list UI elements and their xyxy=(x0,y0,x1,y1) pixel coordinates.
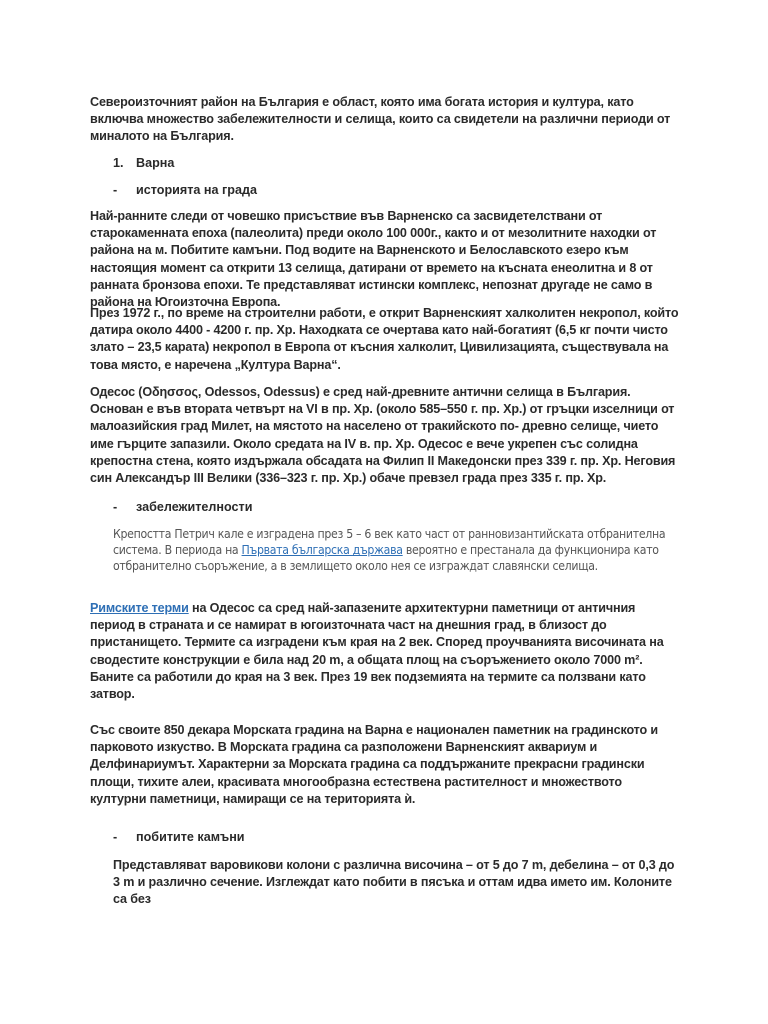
history-paragraph-3: Одесос (Οδησσος, Odessos, Odessus) е сред най-древните антични селища в България. Основан е във втората четвърт на VI в пр. Хр. (около 585–550 г. пр. Хр.) от гръцки изселници от малоазийския град Милет, на мястото на населено от тракийското по- древно селище, чието име гърците запазили. Около средата на IV в. пр. Хр. Одесос е вече укрепен със солидна крепостна стена, която издържала обсадата на Филип II Македонски през 339 г. пр. Хр. Неговия син Александър III Велики (336–323 г. пр. Хр.) обаче превзел града през 335 г. пр. Хр. xyxy=(90,385,676,486)
petrich-text-before: Крепостта Петрич кале е изградена през 5 – 6 век като част от ранновизантийската отбранителна система. В периода на xyxy=(113,527,666,558)
history-paragraph-1: Най-ранните следи от човешко присъствие във Варненско са засвидетелствани от старокаменната епоха (палеолита) преди около 100 000г., както и от мезолитните находки от района на м. Побитите камъни. Под водите на Варненското и Белославското езеро към настоящия момент са открити 13 селища, датирани от времето на късната енеолитна и 8 от ранната бронзова епохи. Те представляват истински комплекс, непознат другаде не само в района на Югоизточна Европа. xyxy=(90,209,657,310)
bullet-landmarks-label: забележителности xyxy=(136,500,253,514)
stones-paragraph: Представляват варовикови колони с различна височина – от 5 до 7 m, дебелина – от 0,3 до 3 m и различно сечение. Изглеждат като побити в пясъка и оттам идва името им. Колоните са без xyxy=(113,858,675,907)
bullet-marker: - xyxy=(113,500,118,514)
bullet-history-label: историята на града xyxy=(136,183,257,197)
petrich-text-after: вероятно е престанала да функционира като отбранително съоръжение, а в землището около нея се изграждат славянски селища. xyxy=(113,543,659,574)
first-bulgarian-state-link[interactable]: Първата българска държава xyxy=(241,543,403,558)
bullet-marker: - xyxy=(113,183,118,197)
roman-terms-link[interactable]: Римските терми xyxy=(90,601,189,615)
list-number: 1. xyxy=(113,156,124,170)
history-paragraph-2: През 1972 г., по време на строителни работи, е открит Варненският халколитен некропол, който датира около 4400 - 4200 г. пр. Хр. Находката се очертава като най-богатият (6,5 кг почти чисто злато – 23,5 карата) некропол в Европа от късния халколит, Цивилизацията, съществувала на това място, е наречена „Култура Варна“. xyxy=(90,306,679,372)
intro-paragraph: Североизточният район на България е област, която има богата история и култура, като включва множество забележителности и селища, които са свидетели на различни периоди от миналото на България. xyxy=(90,95,671,144)
sea-garden-paragraph: Със своите 850 декара Морската градина на Варна е национален паметник на градинското и парковото изкуство. В Морската градина са разположени Варненският аквариум и Делфинариумът. Характерни за Морската градина са поддържаните прекрасни градински площи, тихите алеи, красивата многообразна естествена растителност и множеството културни паметници, намиращи се на територията ѝ. xyxy=(90,723,659,806)
bullet-marker: - xyxy=(113,830,118,844)
bullet-stones-label: побитите камъни xyxy=(136,830,245,844)
terms-paragraph xyxy=(90,600,680,703)
list-item-varna: Варна xyxy=(136,156,175,170)
petrich-paragraph xyxy=(113,526,679,575)
terms-text: на Одесос са сред най-запазените архитектурни паметници от античния период в страната и се намират в югоизточната част на днешния град, в близост до пристанището. Термите са изградени към края на 2 век. Според проучванията височината на сводестите конструкции е била над 20 m, а общата площ на съоръжението около 7000 m². Баните са работили до края на 3 век. През 19 век подземията на термите са ползвани като затвор. xyxy=(90,601,664,702)
